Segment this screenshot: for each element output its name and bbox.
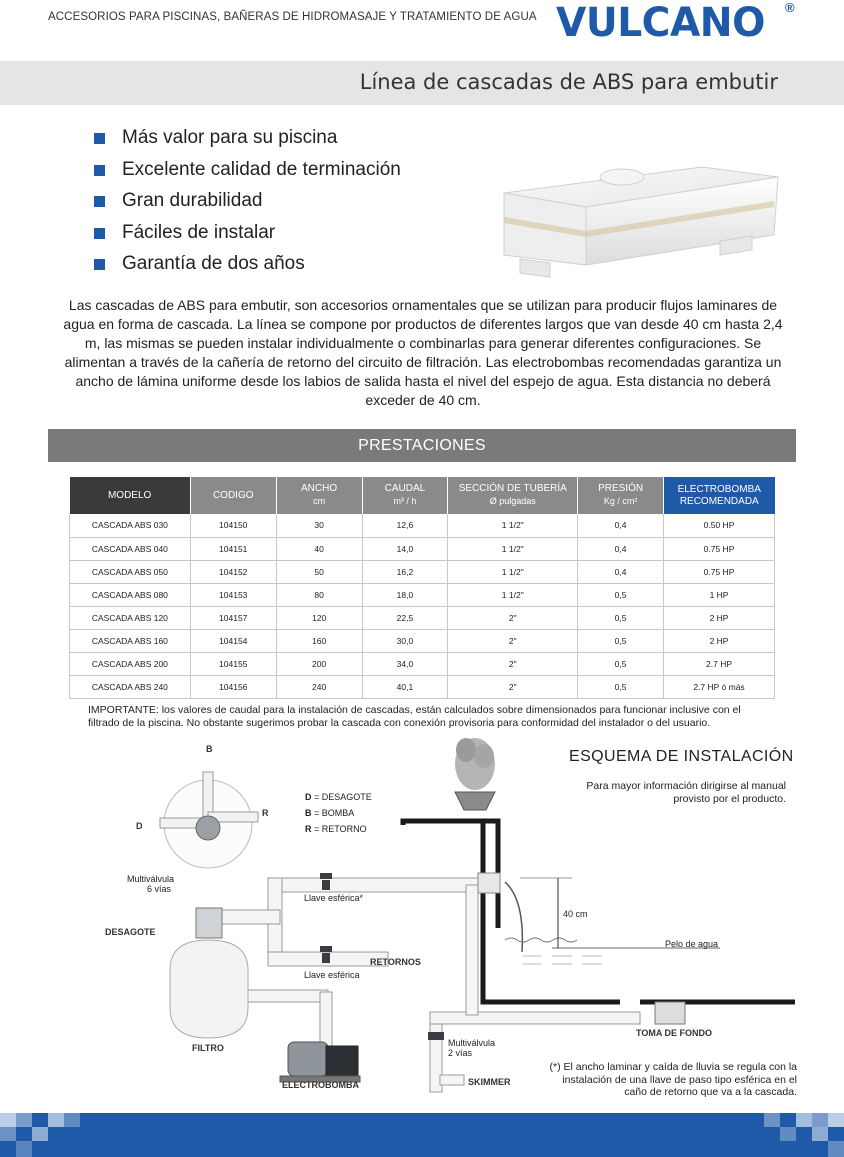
header-tagline: ACCESORIOS PARA PISCINAS, BAÑERAS DE HIDROMASAJE Y TRATAMIENTO DE AGUA [48,11,537,23]
table-cell: 34,0 [362,653,448,676]
table-cell: 30,0 [362,629,448,652]
label-retornos: RETORNOS [370,957,421,967]
table-row [70,537,775,560]
table-cell: CASCADA ABS 120 [70,606,191,629]
table-cell: 1 1/2" [448,583,578,606]
table-cell: 200 [276,653,362,676]
table-cell: CASCADA ABS 200 [70,653,191,676]
table-cell: CASCADA ABS 050 [70,560,191,583]
table-cell: 2" [448,653,578,676]
table-cell: 1 1/2" [448,537,578,560]
table-cell: 120 [276,606,362,629]
header-codigo: CODIGO [190,477,276,514]
footer-band [0,1105,844,1157]
header-seccion: SECCIÓN DE TUBERÍA Ø pulgadas [448,477,578,514]
table-cell: 160 [276,629,362,652]
table-cell: 0,4 [578,537,664,560]
feature-text: Más valor para su piscina [122,127,338,148]
label-toma-fondo: TOMA DE FONDO [636,1028,712,1038]
vulcano-logo: VULCANO [556,0,765,46]
table-header-row [70,477,775,514]
specifications-table [69,477,775,699]
table-cell: 80 [276,583,362,606]
label-skimmer: SKIMMER [468,1077,511,1087]
bullet-square-icon [94,196,105,207]
table-cell: 104156 [190,676,276,699]
table-row [70,514,775,537]
label-filtro: FILTRO [192,1043,224,1053]
table-cell: 104153 [190,583,276,606]
schema-title: ESQUEMA DE INSTALACIÓN [569,748,794,765]
installation-diagram [0,730,844,1110]
table-cell: 2.7 HP [664,653,775,676]
table-cell: 2 HP [664,629,775,652]
table-cell: 16,2 [362,560,448,583]
table-cell: 14,0 [362,537,448,560]
label-distance: 40 cm [563,909,588,919]
table-cell: 0.50 HP [664,514,775,537]
bullet-square-icon [94,133,105,144]
table-body [70,514,775,699]
table-row [70,629,775,652]
legend-bomba: B = BOMBA [305,808,355,818]
label-llave-esferica-2: Llave esférica [304,970,360,980]
label-water-level: Pelo de agua [665,939,719,949]
label-r: R [262,808,269,818]
table-row [70,676,775,699]
label-electrobomba: ELECTROBOMBA [282,1080,359,1090]
table-cell: 2" [448,606,578,629]
feature-text: Garantía de dos años [122,253,305,274]
table-cell: 0,5 [578,606,664,629]
table-cell: 18,0 [362,583,448,606]
table-cell: 0,5 [578,676,664,699]
legend-desagote: D = DESAGOTE [305,792,372,802]
table-cell: 104151 [190,537,276,560]
table-row [70,606,775,629]
table-cell: 104152 [190,560,276,583]
feature-item [94,124,401,156]
table-row [70,560,775,583]
table-cell: 0.75 HP [664,560,775,583]
table-cell: 0,4 [578,514,664,537]
header-caudal: CAUDAL m³ / h [362,477,448,514]
label-multivalve-2: Multiválvula [448,1038,496,1048]
table-cell: 1 HP [664,583,775,606]
table-cell: 40,1 [362,676,448,699]
table-cell: CASCADA ABS 240 [70,676,191,699]
label-multivalve-6-ways: 6 vías [147,884,172,894]
table-cell: 0,5 [578,653,664,676]
table-cell: 2" [448,629,578,652]
bullet-square-icon [94,228,105,239]
header-presion: PRESIÓN Kg / cm² [578,477,664,514]
table-cell: 1 1/2" [448,514,578,537]
schema-footnote: (*) El ancho laminar y caída de lluvia se regula con la instalación de una llave de paso tipo esférica en el caño de retorno que va a la cascada. [549,1061,797,1098]
label-desagote: DESAGOTE [105,927,156,937]
table-cell: CASCADA ABS 030 [70,514,191,537]
table-cell: CASCADA ABS 040 [70,537,191,560]
table-cell: CASCADA ABS 160 [70,629,191,652]
registered-mark: ® [785,0,795,15]
table-cell: 2 HP [664,606,775,629]
table-cell: 104154 [190,629,276,652]
table-cell: 22,5 [362,606,448,629]
table-cell: 104157 [190,606,276,629]
table-cell: 240 [276,676,362,699]
bullet-square-icon [94,165,105,176]
important-note: IMPORTANTE: los valores de caudal para la instalación de cascadas, están calculados sobre dimensionados para funcionar inclusive con el filtrado de la piscina. No obstante sugerimos probar la cascada con conexión provisoria para conformidad del instalador o del usuario. [88,704,741,729]
feature-item [94,219,401,251]
cascade-product-image [490,155,780,280]
bullet-square-icon [94,259,105,270]
table-row [70,583,775,606]
table-cell: 0.75 HP [664,537,775,560]
legend-retorno: R = RETORNO [305,824,367,834]
header-modelo: MODELO [70,477,191,514]
feature-item [94,250,401,282]
table-cell: 2.7 HP ó más [664,676,775,699]
table-cell: 40 [276,537,362,560]
header-ancho: ANCHO cm [276,477,362,514]
table-cell: 2" [448,676,578,699]
label-multivalve-2-ways: 2 vías [448,1048,473,1058]
feature-item [94,187,401,219]
header-electrobomba: ELECTROBOMBA RECOMENDADA [664,477,775,514]
table-cell: 1 1/2" [448,560,578,583]
feature-list [94,124,401,282]
table-cell: 50 [276,560,362,583]
table-cell: 104155 [190,653,276,676]
table-cell: 12,6 [362,514,448,537]
table-cell: 30 [276,514,362,537]
label-b: B [206,744,213,754]
label-llave-esferica-1: Llave esférica* [304,893,364,903]
feature-text: Excelente calidad de terminación [122,158,401,180]
feature-item [94,156,401,188]
description-paragraph: Las cascadas de ABS para embutir, son accesorios ornamentales que se utilizan para producir flujos laminares de agua en forma de cascada. La línea se compone por productos de diferentes largos que van desde 40 cm hasta 2,4 m, las mismas se pueden instalar individualmente o combinarlas para generar diferentes configuraciones. Se alimentan a través de la cañería de retorno del circuito de filtración. Las electrobombas recomendadas garantiza un ancho de lámina uniforme desde los labios de salida hasta el nivel del espejo de agua. Esta distancia no deberá exceder de 40 cm. [63,297,783,408]
label-multivalve-6: Multiválvula [127,874,175,884]
table-cell: 104150 [190,514,276,537]
section-title-band: PRESTACIONES [48,429,796,462]
schema-info: Para mayor información dirigirse al manual provisto por el producto. [586,780,786,805]
feature-text: Gran durabilidad [122,190,263,211]
feature-text: Fáciles de instalar [122,221,276,243]
table-row [70,653,775,676]
table-cell: 0,4 [578,560,664,583]
label-d: D [136,821,143,831]
table-cell: 0,5 [578,629,664,652]
page-title: Línea de cascadas de ABS para embutir [359,70,778,94]
table-cell: 0,5 [578,583,664,606]
table-cell: CASCADA ABS 080 [70,583,191,606]
